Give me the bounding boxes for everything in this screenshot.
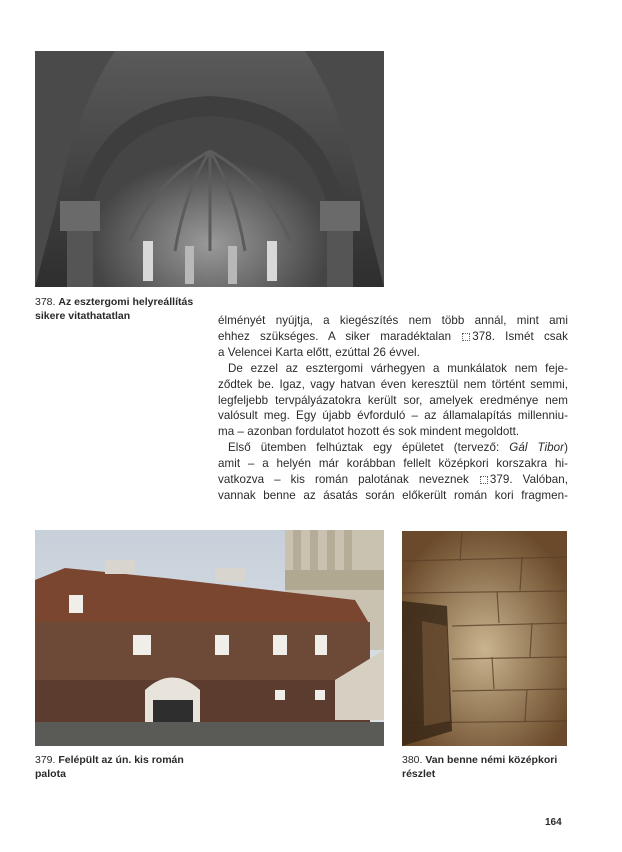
- figure-number: 380.: [402, 754, 423, 766]
- text-line: ehhez szükséges. A siker maradéktalan 378. Ismét csak: [218, 329, 568, 343]
- square-reference-icon: [462, 333, 470, 341]
- page-number: 164: [545, 817, 562, 828]
- text-line: legfeljebb tervpályázatokra került sor, amelyek eredménye nem: [218, 393, 568, 407]
- body-text: [218, 313, 568, 504]
- designer-name: Gál Tibor: [509, 441, 565, 455]
- figure-caption-text: Felépült az ún. kis román palota: [35, 754, 184, 780]
- text-line: Első ütemben felhúztak egy épületet (tervező: Gál Tibor): [228, 441, 568, 455]
- figure-caption-378: [35, 295, 210, 323]
- text-line: ződtek be. Igaz, vagy hatvan éven keresztül nem történt semmi,: [218, 377, 568, 391]
- text-line: a Velencei Karta előtt, ezúttal 26 évvel.: [218, 345, 420, 359]
- text-line: De ezzel az esztergomi várhegyen a munkálatok nem feje-: [228, 361, 568, 375]
- square-reference-icon: [480, 476, 488, 484]
- text-line: vannak benne az ásatás során előkerült román kori fragmen-: [218, 488, 568, 502]
- figure-caption-text: Van benne némi középkori részlet: [402, 754, 558, 780]
- figure-caption-379: [35, 753, 210, 781]
- figure-number: 379.: [35, 754, 56, 766]
- text-line: vatkozva – kis román palotának neveznek 379. Valóban,: [218, 473, 568, 487]
- figure-caption-380: [402, 753, 572, 781]
- figure-caption-text: Az esztergomi helyreállítás sikere vitathatatlan: [35, 296, 194, 322]
- photo-romanesque-palace: [35, 530, 384, 746]
- text-line: amit – a helyén már korábban fellelt középkori korszakra hi-: [218, 457, 568, 471]
- photo-vaulted-interior: [35, 51, 384, 287]
- text-line: élményét nyújtja, a kiegészítés nem több annál, mint ami: [218, 314, 568, 327]
- photo-medieval-wall-detail: [402, 531, 567, 746]
- figure-number: 378.: [35, 296, 56, 308]
- text-line: valósult meg. Egy újabb évforduló – az államalapítás millenniu-: [218, 409, 568, 423]
- text-line: ma – azonban fordulatot hozott és sok mindent megoldott.: [218, 425, 520, 439]
